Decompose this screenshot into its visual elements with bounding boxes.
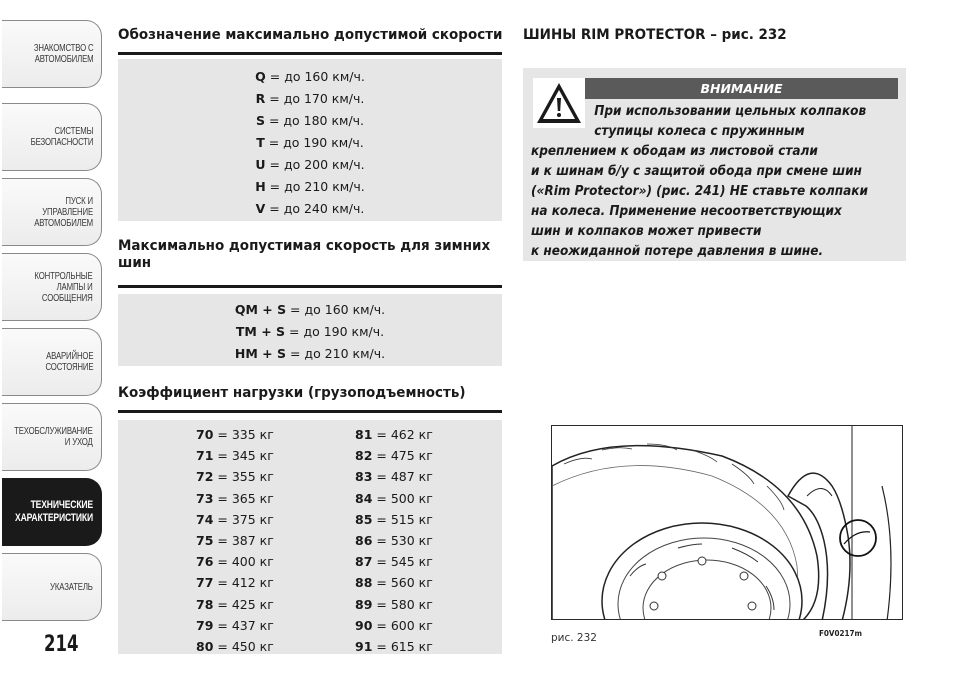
- tab-warning-lights[interactable]: [2, 253, 102, 321]
- page-number: 214: [44, 632, 79, 657]
- load-row: 86 = 530 кг: [355, 533, 433, 549]
- warning-text: При использовании цельных колпаков ступицы колеса с пружинным креплением к ободам из листовой стали и к шинам б/у с защитой обода при смене шин («Rim Protector») (рис. 241) НЕ ставьте колпаки на колеса. Применение несоответствующих шин и колпаков может привести к неожиданной потере давления в шине.: [531, 104, 868, 259]
- load-row: 74 = 375 кг: [196, 511, 274, 527]
- tire-illustration: [552, 426, 903, 620]
- load-row: 85 = 515 кг: [355, 511, 433, 527]
- load-column-right: [355, 424, 475, 657]
- tab-label: ТЕХОБСЛУЖИВАНИЕ И УХОД: [14, 426, 93, 448]
- tab-emergency[interactable]: [2, 328, 102, 396]
- speed-row: H = до 210 км/ч.: [255, 179, 365, 194]
- heading-rule: [118, 410, 502, 413]
- winter-speed-row: TM + S = до 190 км/ч.: [235, 324, 385, 339]
- load-row: 91 = 615 кг: [355, 639, 433, 655]
- winter-speed-row: QM + S = до 160 км/ч.: [234, 302, 386, 317]
- tab-label: ТЕХНИЧЕСКИЕ ХАРАКТЕРИСТИКИ: [15, 499, 93, 524]
- tab-label: СИСТЕМЫ БЕЗОПАСНОСТИ: [30, 126, 93, 148]
- load-column-left: [196, 424, 316, 657]
- winter-speed-table: [118, 294, 502, 366]
- tab-label: КОНТРОЛЬНЫЕ ЛАМПЫ И СООБЩЕНИЯ: [34, 270, 93, 304]
- tab-label: ЗНАКОМСТВО С АВТОМОБИЛЕМ: [33, 43, 93, 65]
- load-row: 82 = 475 кг: [355, 448, 433, 464]
- load-row: 83 = 487 кг: [355, 469, 433, 485]
- speed-row: Q = до 160 км/ч.: [255, 69, 365, 84]
- load-row: 87 = 545 кг: [355, 554, 433, 570]
- tab-vehicle-intro[interactable]: [2, 20, 102, 88]
- load-row: 78 = 425 кг: [196, 596, 274, 612]
- heading-rule: [118, 285, 502, 288]
- load-row: 70 = 335 кг: [196, 427, 274, 442]
- speed-heading: Обозначение максимально допустимой скорости: [118, 27, 503, 43]
- rim-protector-heading: ШИНЫ RIM PROTECTOR – рис. 232: [523, 27, 787, 43]
- warning-label: ВНИМАНИЕ: [585, 78, 898, 99]
- tab-label: УКАЗАТЕЛЬ: [50, 581, 93, 593]
- load-row: 79 = 437 кг: [196, 617, 274, 633]
- load-index-table: [118, 420, 502, 654]
- figure-code: F0V0217m: [819, 629, 863, 638]
- speed-table: [118, 59, 502, 221]
- tab-technical-specs[interactable]: [2, 478, 102, 546]
- figure-caption: рис. 232: [551, 632, 597, 644]
- load-row: 73 = 365 кг: [196, 490, 274, 506]
- tab-safety-systems[interactable]: [2, 103, 102, 171]
- load-row: 75 = 387 кг: [196, 533, 274, 549]
- speed-row: R = до 170 км/ч.: [255, 91, 365, 106]
- load-row: 90 = 600 кг: [355, 617, 433, 633]
- winter-heading: Максимально допустимая скорость для зимних шин: [118, 238, 491, 271]
- tab-starting-driving[interactable]: [2, 178, 102, 246]
- speed-row: V = до 240 км/ч.: [255, 201, 365, 216]
- load-row: 76 = 400 кг: [196, 554, 274, 570]
- load-row: 77 = 412 кг: [196, 575, 274, 591]
- load-row: 88 = 560 кг: [355, 575, 433, 591]
- heading-rule: [118, 52, 502, 55]
- warning-box: [523, 68, 906, 261]
- tire-figure: [551, 425, 903, 620]
- load-row: 81 = 462 кг: [355, 427, 433, 442]
- tab-maintenance[interactable]: [2, 403, 102, 471]
- speed-row: S = до 180 км/ч.: [255, 113, 365, 128]
- tab-label: АВАРИЙНОЕ СОСТОЯНИЕ: [45, 351, 93, 373]
- load-row: 80 = 450 кг: [196, 639, 274, 655]
- speed-row: U = до 200 км/ч.: [255, 157, 365, 172]
- load-row: 84 = 500 кг: [355, 490, 433, 506]
- chapter-sidebar: [0, 0, 104, 677]
- load-heading: Коэффициент нагрузки (грузоподъемность): [118, 385, 466, 401]
- speed-row: T = до 190 км/ч.: [256, 135, 364, 150]
- winter-speed-row: HM + S = до 210 км/ч.: [234, 346, 386, 361]
- load-row: 72 = 355 кг: [196, 469, 274, 485]
- load-row: 71 = 345 кг: [196, 448, 274, 464]
- tab-index[interactable]: [2, 553, 102, 621]
- tab-label: ПУСК И УПРАВЛЕНИЕ АВТОМОБИЛЕМ: [34, 195, 93, 229]
- load-row: 89 = 580 кг: [355, 596, 433, 612]
